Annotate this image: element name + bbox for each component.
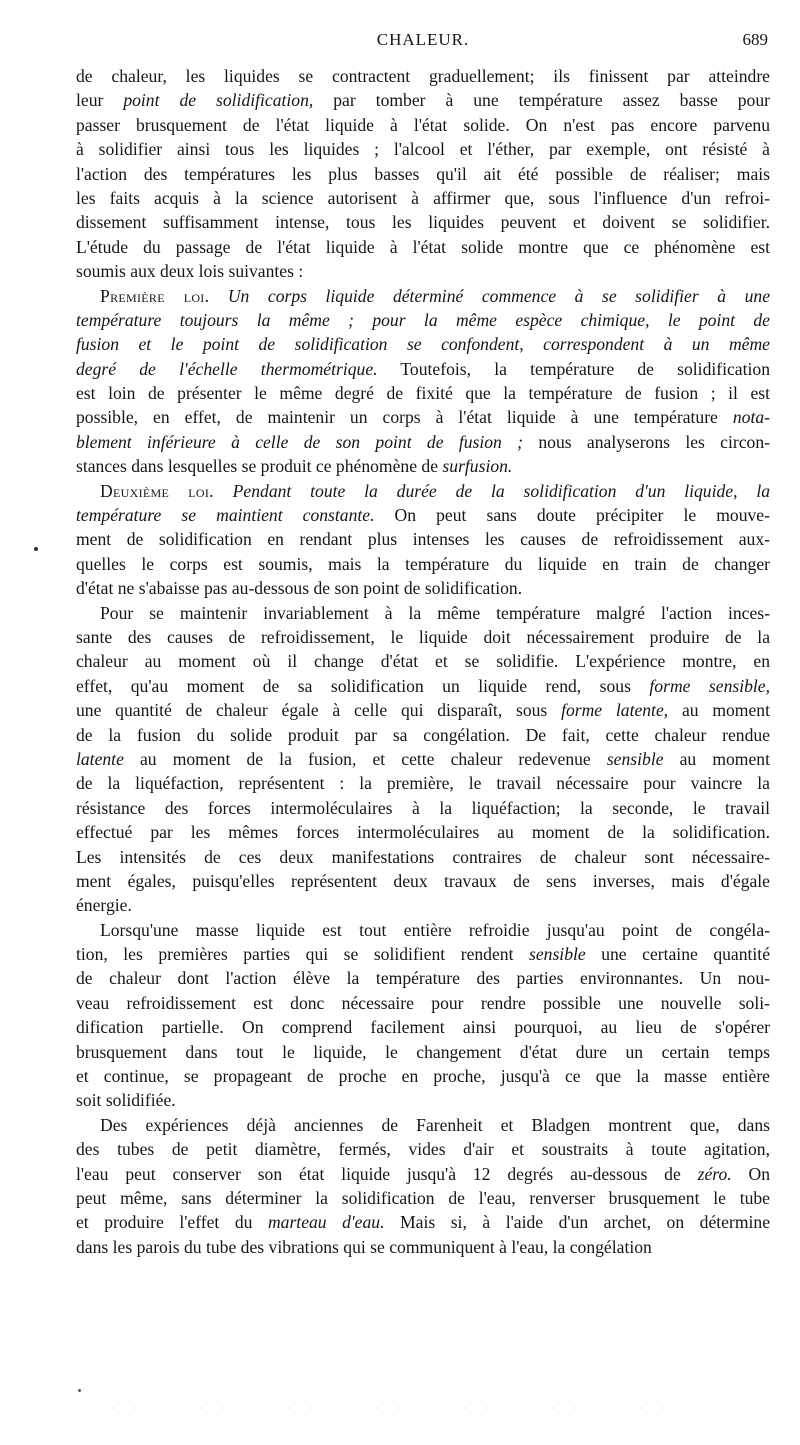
text-run: leur bbox=[76, 90, 124, 111]
paragraph bbox=[76, 284, 770, 479]
text-line bbox=[76, 479, 770, 503]
text-run: nous analyserons les circon- bbox=[523, 431, 770, 452]
text-run: au moment bbox=[668, 700, 770, 721]
italic-run: blement inférieure à celle de son point de fusion ; bbox=[76, 431, 524, 452]
paragraph bbox=[76, 601, 770, 918]
text-line: veau refroidissement est donc nécessaire pour rendre possible une nouvelle soli- bbox=[76, 992, 770, 1013]
bottom-dot bbox=[78, 1389, 81, 1392]
text-run: On peut sans doute précipiter le mouve- bbox=[374, 505, 770, 526]
text-run: et produire l'effet du bbox=[76, 1212, 268, 1233]
text-run: On bbox=[731, 1163, 770, 1184]
text-run: au moment bbox=[663, 748, 770, 769]
text-line: énergie. bbox=[76, 895, 132, 916]
text-line: à solidifier ainsi tous les liquides ; l'alcool et l'éther, par exemple, ont résisté à bbox=[76, 139, 770, 160]
text-line: et continue, se propageant de proche en proche, jusqu'à ce que la masse entière bbox=[76, 1066, 770, 1087]
italic-run: sensible bbox=[529, 944, 586, 965]
text-run: l'eau peut conserver son état liquide jusqu'à 12 degrés au-dessous de bbox=[76, 1163, 698, 1184]
text-run: possible, en effet, de maintenir un corps à l'état liquide à une température bbox=[76, 407, 733, 428]
text-line: dans les parois du tube des vibrations qui se communiquent à l'eau, la congélation bbox=[76, 1236, 652, 1257]
text-line bbox=[76, 503, 770, 527]
text-line: quelles le corps est soumis, mais la température du liquide en train de changer bbox=[76, 553, 770, 574]
text-line bbox=[76, 454, 770, 478]
italic-run: sensible bbox=[606, 748, 664, 769]
text-line: ment égales, puisqu'elles représentent deux travaux de sens inverses, mais d'égale bbox=[76, 870, 770, 891]
italic-run: forme latente, bbox=[561, 700, 669, 721]
law-label: Première loi. bbox=[100, 285, 210, 306]
text-line bbox=[76, 284, 770, 308]
text-run: stances dans lesquelles se produit ce phénomène de bbox=[76, 456, 443, 477]
text-line: ment de solidification en rendant plus intenses les causes de refroidissement aux- bbox=[76, 529, 770, 550]
body-text bbox=[76, 64, 770, 1259]
text-line: effectué par les mêmes forces intermoléculaires au moment de la solidification. bbox=[76, 822, 770, 843]
italic-run: Pendant toute la durée de la solidification d'un liquide, la bbox=[232, 480, 770, 501]
italic-run: zéro. bbox=[697, 1163, 732, 1184]
text-line bbox=[76, 430, 770, 454]
italic-run: température toujours la même ; pour la même espèce chimique, le point de bbox=[76, 309, 770, 330]
text-line bbox=[76, 357, 770, 381]
italic-run: forme sensible, bbox=[649, 675, 770, 696]
page-number: 689 bbox=[742, 30, 768, 49]
text-line bbox=[76, 1210, 770, 1234]
text-line bbox=[76, 332, 770, 356]
paragraph bbox=[76, 1113, 770, 1259]
text-line: Les intensités de ces deux manifestations contraires de chaleur sont nécessaire- bbox=[76, 846, 770, 867]
text-line: de la liquéfaction, représentent : la première, le travail nécessaire pour vaincre la bbox=[76, 773, 770, 794]
text-line: des tubes de petit diamètre, fermés, vides d'air et soustraits à toute agitation, bbox=[76, 1139, 770, 1160]
text-line bbox=[76, 747, 770, 771]
italic-run: surfusion. bbox=[442, 456, 513, 477]
text-line: de chaleur dont l'action élève la température des parties environnantes. Un nou- bbox=[76, 968, 770, 989]
text-line: chaleur au moment où il change d'état et se solidifie. L'expérience montre, en bbox=[76, 651, 770, 672]
running-title: CHALEUR. bbox=[376, 30, 470, 49]
text-line: dification partielle. On comprend facilement ainsi pourquoi, au lieu de s'opérer bbox=[76, 1017, 770, 1038]
text-run: effet, qu'au moment de sa solidification un liquide rend, sous bbox=[76, 675, 650, 696]
text-line: passer brusquement de l'état liquide à l'état solide. On n'est pas encore parvenu bbox=[76, 114, 770, 135]
text-run: une certaine quantité bbox=[585, 944, 770, 965]
text-line: L'étude du passage de l'état liquide à l'état solide montre que ce phénomène est bbox=[76, 236, 770, 257]
text-line: est loin de présenter le même degré de fixité que la température de fusion ; il est bbox=[76, 383, 770, 404]
text-run: tion, les premières parties qui se solidifient rendent bbox=[76, 944, 529, 965]
text-line bbox=[76, 1162, 770, 1186]
text-line: résistance des forces intermoléculaires à la liquéfaction; la seconde, le travail bbox=[76, 797, 770, 818]
italic-run: degré de l'échelle thermométrique. bbox=[76, 358, 378, 379]
page-header bbox=[76, 30, 770, 58]
text-line: brusquement dans tout le liquide, le changement d'état dure un certain temps bbox=[76, 1041, 770, 1062]
text-line: soit solidifiée. bbox=[76, 1090, 176, 1111]
text-line: Des expériences déjà anciennes de Farenheit et Bladgen montrent que, dans bbox=[100, 1114, 770, 1135]
margin-dot bbox=[34, 547, 38, 551]
italic-run: Un corps liquide déterminé commence à se solidifier à une bbox=[227, 285, 770, 306]
text-run: une quantité de chaleur égale à celle qui disparaît, sous bbox=[76, 700, 562, 721]
text-line: l'action des températures les plus basses qu'il ait été possible de réaliser; mais bbox=[76, 163, 770, 184]
text-line bbox=[76, 698, 770, 722]
text-line: soumis aux deux lois suivantes : bbox=[76, 261, 304, 282]
paragraph bbox=[76, 918, 770, 1113]
text-line: sante des causes de refroidissement, le liquide doit nécessairement produire de la bbox=[76, 626, 770, 647]
text-line bbox=[76, 405, 770, 429]
text-line: peut même, sans déterminer la solidification de l'eau, renverser brusquement le tube bbox=[76, 1187, 770, 1208]
scan-artifact bbox=[90, 1407, 710, 1409]
text-line: dissement suffisamment intense, tous les liquides peuvent et doivent se solidifier. bbox=[76, 212, 770, 233]
text-line: d'état ne s'abaisse pas au-dessous de son point de solidification. bbox=[76, 578, 523, 599]
text-run: Toutefois, la température de solidification bbox=[377, 358, 770, 379]
text-line: de la fusion du solide produit par sa congélation. De fait, cette chaleur rendue bbox=[76, 724, 770, 745]
italic-run: nota- bbox=[732, 407, 770, 428]
italic-run: fusion et le point de solidification se confondent, correspondent à un même bbox=[76, 334, 770, 355]
law-label: Deuxième loi. bbox=[100, 480, 214, 501]
text-line: Lorsqu'une masse liquide est tout entière refroidie jusqu'au point de congéla- bbox=[100, 919, 770, 940]
text-run: Mais si, à l'aide d'un archet, on détermine bbox=[384, 1212, 770, 1233]
text-line: Pour se maintenir invariablement à la même température malgré l'action inces- bbox=[100, 602, 770, 623]
italic-run: marteau d'eau. bbox=[267, 1212, 385, 1233]
text-line bbox=[76, 942, 770, 966]
paragraph bbox=[76, 479, 770, 601]
italic-run: latente bbox=[76, 748, 124, 769]
italic-run: point de solidification, bbox=[123, 90, 314, 111]
text-line: de chaleur, les liquides se contractent graduellement; ils finissent par atteindre bbox=[76, 66, 770, 86]
italic-run: température se maintient constante. bbox=[76, 505, 375, 526]
text-line: les faits acquis à la science autorisent à affirmer que, sous l'influence d'un refroi- bbox=[76, 187, 770, 208]
text-line bbox=[76, 308, 770, 332]
text-run: au moment de la fusion, et cette chaleur redevenue bbox=[123, 748, 607, 769]
text-line bbox=[76, 88, 770, 112]
text-line bbox=[76, 674, 770, 698]
text-run: par tomber à une température assez basse pour bbox=[313, 90, 770, 111]
paragraph bbox=[76, 64, 770, 284]
